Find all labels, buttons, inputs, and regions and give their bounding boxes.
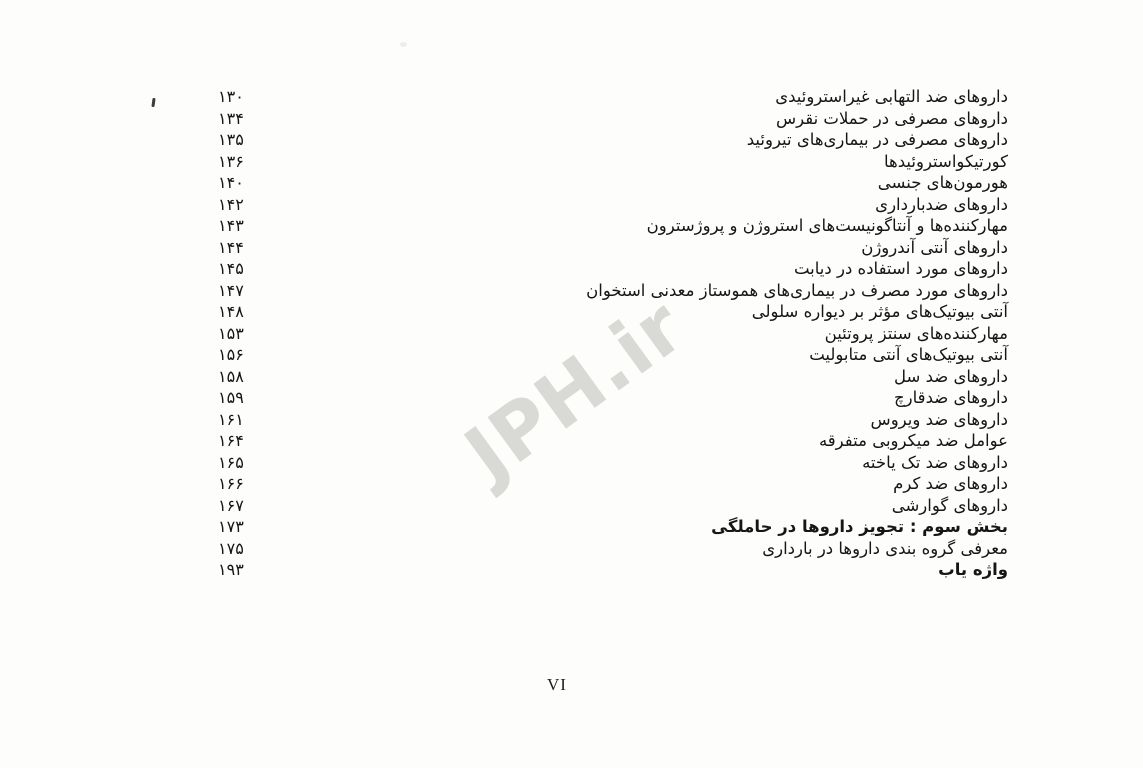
toc-row <box>218 215 1008 237</box>
toc-entry-page-number: ۱۴۵ <box>218 259 244 278</box>
toc-entry-title: مهارکننده‌ها و آنتاگونیست‌های استروژن و پروژسترون <box>646 216 1008 235</box>
toc-entry-title: واژه یاب <box>938 560 1008 579</box>
toc-entry-title: عوامل ضد میکروبی متفرقه <box>818 431 1008 450</box>
toc-entry-page-number: ۱۴۰ <box>218 173 244 192</box>
toc-entry-title: داروهای مورد استفاده در دیابت <box>793 259 1008 278</box>
toc-row <box>218 473 1008 495</box>
toc-entry-title: داروهای ضدبارداری <box>875 194 1008 214</box>
toc-row <box>218 387 1008 409</box>
toc-row <box>218 301 1008 323</box>
toc-entry-title: داروهای ضد سل <box>894 366 1008 386</box>
toc-row <box>218 344 1008 366</box>
watermark-text: JPH.ir <box>449 281 701 498</box>
toc-row <box>218 194 1008 216</box>
toc-entry-title: بخش سوم : تجویز داروها در حاملگی <box>711 517 1008 536</box>
toc-entry-title: داروهای گوارشی <box>891 495 1008 515</box>
toc-entry-page-number: ۱۶۱ <box>218 409 244 429</box>
toc-entry-title: داروهای مورد مصرف در بیماری‌های هموستاز معدنی استخوان <box>586 280 1008 300</box>
toc-entry-title: مهارکننده‌های سنتز پروتئین <box>824 323 1008 343</box>
toc-entry-page-number: ۱۶۷ <box>218 495 244 515</box>
toc-row <box>218 151 1008 173</box>
toc-entry-page-number: ۱۵۹ <box>218 388 244 407</box>
scan-artifact-faint-speck <box>400 42 407 47</box>
toc-entry-page-number: ۱۴۳ <box>218 216 244 235</box>
toc-entry-title: داروهای ضد التهابی غیراستروئیدی <box>775 87 1008 106</box>
toc-entry-title: آنتی بیوتیک‌های آنتی متابولیت <box>809 345 1008 364</box>
toc-row <box>218 452 1008 474</box>
toc-entry-title: معرفی گروه بندی داروها در بارداری <box>762 538 1008 558</box>
toc-entry-page-number: ۱۳۶ <box>218 151 244 171</box>
toc-entry-page-number: ۱۳۰ <box>218 87 244 106</box>
toc-entry-title: داروهای مصرفی در حملات نقرس <box>776 108 1008 128</box>
toc-entry-page-number: ۱۵۶ <box>218 345 244 364</box>
toc-entry-page-number: ۱۷۵ <box>218 538 244 558</box>
toc-entry-title: کورتیکواستروئیدها <box>884 151 1008 171</box>
toc-entry-page-number: ۱۴۸ <box>218 302 244 321</box>
toc-entry-title: داروهای ضدقارچ <box>894 388 1008 407</box>
toc-entry-title: هورمون‌های جنسی <box>877 173 1008 192</box>
toc-entry-page-number: ۱۶۵ <box>218 452 244 472</box>
toc-entry-page-number: ۱۶۶ <box>218 474 244 493</box>
toc-row <box>218 366 1008 388</box>
toc-entry-title: داروهای ضد ویروس <box>870 409 1008 429</box>
toc-row <box>218 538 1008 560</box>
toc-entry-page-number: ۱۷۳ <box>218 517 244 536</box>
toc-row <box>218 516 1008 538</box>
toc-entry-page-number: ۱۳۵ <box>218 130 244 149</box>
toc-entry-page-number: ۱۵۳ <box>218 323 244 343</box>
toc-entry-page-number: ۱۵۸ <box>218 366 244 386</box>
toc-row <box>218 129 1008 151</box>
toc-row <box>218 258 1008 280</box>
toc-row <box>218 495 1008 517</box>
table-of-contents <box>218 86 1008 581</box>
toc-entry-title: داروهای آنتی آندروژن <box>861 237 1008 257</box>
toc-row <box>218 559 1008 581</box>
page-number-roman: VI <box>547 675 567 694</box>
toc-row <box>218 430 1008 452</box>
toc-row <box>218 409 1008 431</box>
toc-entry-page-number: ۱۹۳ <box>218 560 244 579</box>
toc-row <box>218 86 1008 108</box>
toc-entry-page-number: ۱۴۴ <box>218 237 244 257</box>
toc-entry-page-number: ۱۳۴ <box>218 108 244 128</box>
toc-entry-title: آنتی بیوتیک‌های مؤثر بر دیواره سلولی <box>751 302 1008 321</box>
toc-row <box>218 280 1008 302</box>
toc-row <box>218 237 1008 259</box>
scan-artifact-mark <box>151 98 155 107</box>
toc-row <box>218 108 1008 130</box>
toc-entry-title: داروهای ضد تک یاخته <box>862 452 1008 472</box>
toc-entry-page-number: ۱۴۲ <box>218 194 244 214</box>
toc-entry-title: داروهای ضد کرم <box>893 474 1008 493</box>
toc-row <box>218 172 1008 194</box>
toc-row <box>218 323 1008 345</box>
toc-entry-title: داروهای مصرفی در بیماری‌های تیروئید <box>746 130 1008 149</box>
toc-entry-page-number: ۱۶۴ <box>218 431 244 450</box>
toc-entry-page-number: ۱۴۷ <box>218 280 244 300</box>
